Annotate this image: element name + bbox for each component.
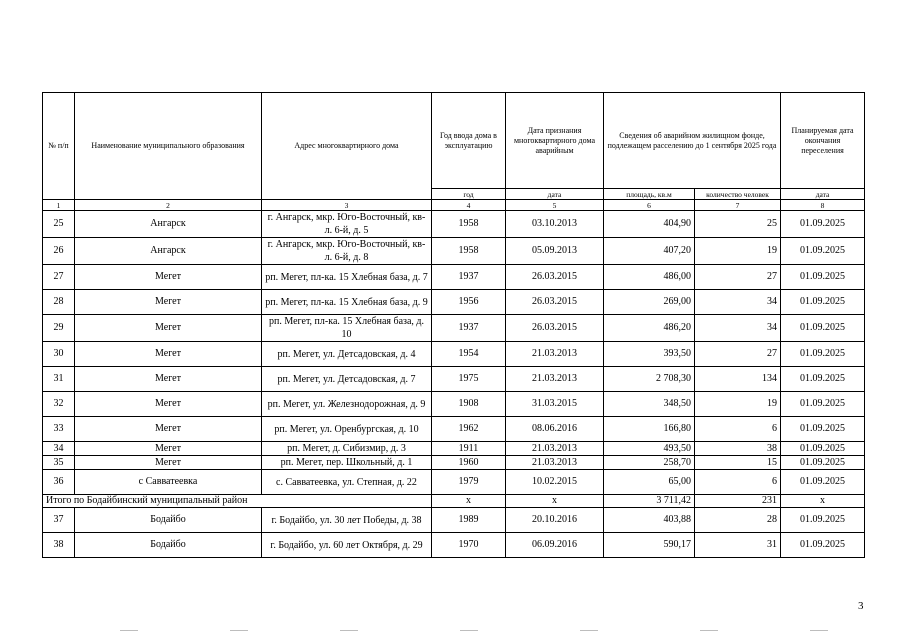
header-municipality: Наименование муниципального образования (75, 93, 262, 200)
cell-addr: г. Ангарск, мкр. Юго-Восточный, кв-л. 6-й, д. 5 (262, 211, 432, 238)
table-row (43, 367, 865, 392)
subheader-area: площадь, кв.м (604, 189, 695, 200)
cell-addr: рп. Мегет, пл-ка. 15 Хлебная база, д. 9 (262, 290, 432, 315)
cell-area: 393,50 (604, 342, 695, 367)
cell-mo: Мегет (75, 392, 262, 417)
cell-addr: рп. Мегет, ул. Детсадовская, д. 4 (262, 342, 432, 367)
total-people: 231 (695, 495, 781, 508)
column-number: 7 (695, 200, 781, 211)
table-row (43, 456, 865, 470)
table-body (43, 211, 865, 558)
cell-date: 06.09.2016 (506, 533, 604, 558)
cell-mo: Ангарск (75, 238, 262, 265)
table-row (43, 315, 865, 342)
total-end: х (781, 495, 865, 508)
table-row (43, 238, 865, 265)
housing-table (42, 92, 865, 558)
table-row (43, 342, 865, 367)
cell-addr: рп. Мегет, д. Сибизмир, д. 3 (262, 442, 432, 456)
cell-end: 01.09.2025 (781, 265, 865, 290)
header-year: Год ввода дома в эксплуатацию (432, 93, 506, 189)
cell-n: 27 (43, 265, 75, 290)
cell-year: 1958 (432, 238, 506, 265)
column-number: 3 (262, 200, 432, 211)
cell-end: 01.09.2025 (781, 342, 865, 367)
cell-people: 28 (695, 508, 781, 533)
cell-people: 27 (695, 342, 781, 367)
table-row (43, 533, 865, 558)
cell-year: 1979 (432, 470, 506, 495)
cell-year: 1911 (432, 442, 506, 456)
cell-date: 26.03.2015 (506, 265, 604, 290)
cell-area: 166,80 (604, 417, 695, 442)
cell-addr: рп. Мегет, пл-ка. 15 Хлебная база, д. 10 (262, 315, 432, 342)
cell-people: 27 (695, 265, 781, 290)
cell-area: 486,00 (604, 265, 695, 290)
header-address: Адрес многоквартирного дома (262, 93, 432, 200)
header-row (43, 93, 865, 189)
column-number: 6 (604, 200, 695, 211)
cell-end: 01.09.2025 (781, 211, 865, 238)
cell-addr: рп. Мегет, пер. Школьный, д. 1 (262, 456, 432, 470)
cell-n: 33 (43, 417, 75, 442)
cell-people: 31 (695, 533, 781, 558)
cell-n: 38 (43, 533, 75, 558)
cell-area: 258,70 (604, 456, 695, 470)
cell-area: 348,50 (604, 392, 695, 417)
cell-area: 2 708,30 (604, 367, 695, 392)
cell-end: 01.09.2025 (781, 392, 865, 417)
cell-year: 1956 (432, 290, 506, 315)
cell-date: 21.03.2013 (506, 456, 604, 470)
total-label: Итого по Бодайбинский муниципальный район (43, 495, 432, 508)
column-number-row (43, 200, 865, 211)
cell-people: 25 (695, 211, 781, 238)
cell-date: 03.10.2013 (506, 211, 604, 238)
cell-mo: Мегет (75, 417, 262, 442)
cell-addr: рп. Мегет, ул. Оренбургская, д. 10 (262, 417, 432, 442)
table-row (43, 392, 865, 417)
cell-area: 404,90 (604, 211, 695, 238)
cell-mo: Мегет (75, 315, 262, 342)
cell-people: 19 (695, 238, 781, 265)
cell-addr: г. Ангарск, мкр. Юго-Восточный, кв-л. 6-й, д. 8 (262, 238, 432, 265)
scan-footer-marks (60, 630, 860, 634)
cell-date: 08.06.2016 (506, 417, 604, 442)
cell-people: 15 (695, 456, 781, 470)
cell-date: 10.02.2015 (506, 470, 604, 495)
cell-mo: Мегет (75, 367, 262, 392)
cell-year: 1937 (432, 315, 506, 342)
total-area: 3 711,42 (604, 495, 695, 508)
cell-people: 34 (695, 290, 781, 315)
table-row (43, 265, 865, 290)
cell-year: 1908 (432, 392, 506, 417)
cell-end: 01.09.2025 (781, 456, 865, 470)
cell-mo: Ангарск (75, 211, 262, 238)
cell-end: 01.09.2025 (781, 442, 865, 456)
cell-addr: рп. Мегет, ул. Детсадовская, д. 7 (262, 367, 432, 392)
cell-n: 30 (43, 342, 75, 367)
table-row (43, 470, 865, 495)
header-emergency-info: Сведения об аварийном жилищном фонде, подлежащем расселению до 1 сентября 2025 года (604, 93, 781, 189)
cell-addr: с. Савватеевка, ул. Степная, д. 22 (262, 470, 432, 495)
cell-mo: Бодайбо (75, 508, 262, 533)
cell-mo: Мегет (75, 290, 262, 315)
cell-people: 34 (695, 315, 781, 342)
cell-year: 1970 (432, 533, 506, 558)
cell-area: 590,17 (604, 533, 695, 558)
table-row (43, 442, 865, 456)
column-number: 5 (506, 200, 604, 211)
cell-date: 21.03.2013 (506, 442, 604, 456)
cell-n: 34 (43, 442, 75, 456)
cell-mo: Мегет (75, 265, 262, 290)
cell-n: 32 (43, 392, 75, 417)
cell-end: 01.09.2025 (781, 508, 865, 533)
table-row (43, 417, 865, 442)
cell-end: 01.09.2025 (781, 417, 865, 442)
cell-end: 01.09.2025 (781, 470, 865, 495)
total-year: х (432, 495, 506, 508)
subheader-year: год (432, 189, 506, 200)
cell-date: 31.03.2015 (506, 392, 604, 417)
cell-end: 01.09.2025 (781, 238, 865, 265)
cell-date: 21.03.2013 (506, 367, 604, 392)
cell-area: 407,20 (604, 238, 695, 265)
cell-area: 403,88 (604, 508, 695, 533)
cell-people: 134 (695, 367, 781, 392)
cell-end: 01.09.2025 (781, 315, 865, 342)
header-planned-date: Планируемая дата окончания переселения (781, 93, 865, 189)
table-row (43, 211, 865, 238)
cell-area: 65,00 (604, 470, 695, 495)
cell-date: 20.10.2016 (506, 508, 604, 533)
table-row (43, 508, 865, 533)
cell-mo: Бодайбо (75, 533, 262, 558)
subheader-date: дата (506, 189, 604, 200)
cell-area: 486,20 (604, 315, 695, 342)
cell-addr: рп. Мегет, ул. Железнодорожная, д. 9 (262, 392, 432, 417)
cell-mo: Мегет (75, 456, 262, 470)
page-number: 3 (858, 600, 864, 612)
cell-people: 6 (695, 417, 781, 442)
total-date: х (506, 495, 604, 508)
table-row (43, 290, 865, 315)
cell-people: 38 (695, 442, 781, 456)
cell-addr: г. Бодайбо, ул. 60 лет Октября, д. 29 (262, 533, 432, 558)
cell-year: 1960 (432, 456, 506, 470)
cell-n: 31 (43, 367, 75, 392)
cell-date: 05.09.2013 (506, 238, 604, 265)
cell-end: 01.09.2025 (781, 290, 865, 315)
cell-year: 1989 (432, 508, 506, 533)
cell-year: 1962 (432, 417, 506, 442)
cell-addr: г. Бодайбо, ул. 30 лет Победы, д. 38 (262, 508, 432, 533)
cell-people: 6 (695, 470, 781, 495)
header-number: № п/п (43, 93, 75, 200)
cell-n: 28 (43, 290, 75, 315)
column-number: 1 (43, 200, 75, 211)
subheader-people: количество человек (695, 189, 781, 200)
cell-year: 1954 (432, 342, 506, 367)
cell-year: 1975 (432, 367, 506, 392)
cell-addr: рп. Мегет, пл-ка. 15 Хлебная база, д. 7 (262, 265, 432, 290)
cell-end: 01.09.2025 (781, 367, 865, 392)
cell-year: 1937 (432, 265, 506, 290)
column-number: 2 (75, 200, 262, 211)
cell-n: 35 (43, 456, 75, 470)
cell-year: 1958 (432, 211, 506, 238)
cell-date: 26.03.2015 (506, 315, 604, 342)
cell-area: 493,50 (604, 442, 695, 456)
cell-mo: с Савватеевка (75, 470, 262, 495)
cell-n: 29 (43, 315, 75, 342)
cell-n: 36 (43, 470, 75, 495)
subheader-date2: дата (781, 189, 865, 200)
cell-area: 269,00 (604, 290, 695, 315)
column-number: 4 (432, 200, 506, 211)
cell-end: 01.09.2025 (781, 533, 865, 558)
header-recognition-date: Дата признания многоквартирного дома аварийным (506, 93, 604, 189)
cell-mo: Мегет (75, 442, 262, 456)
cell-people: 19 (695, 392, 781, 417)
cell-n: 26 (43, 238, 75, 265)
cell-date: 26.03.2015 (506, 290, 604, 315)
cell-date: 21.03.2013 (506, 342, 604, 367)
total-row (43, 495, 865, 508)
cell-n: 25 (43, 211, 75, 238)
cell-n: 37 (43, 508, 75, 533)
cell-mo: Мегет (75, 342, 262, 367)
column-number: 8 (781, 200, 865, 211)
